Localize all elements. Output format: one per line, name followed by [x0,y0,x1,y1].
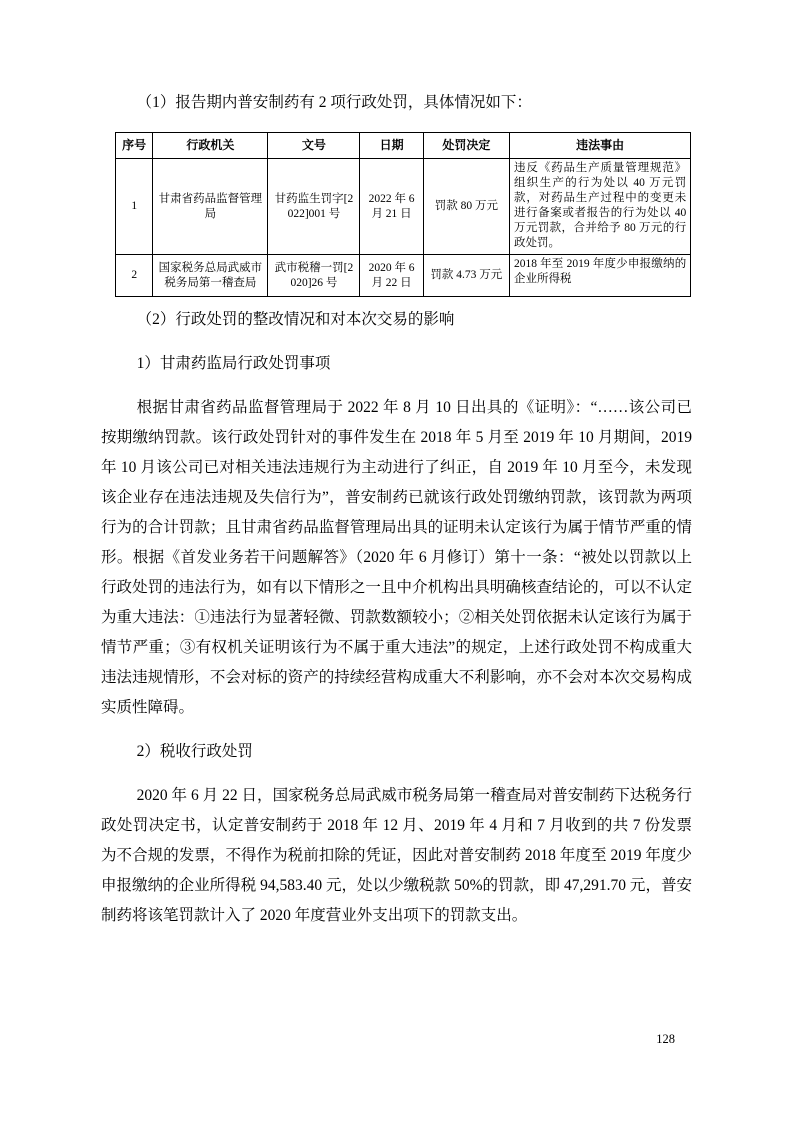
cell-reason: 违反《药品生产质量管理规范》组织生产的行为处以 40 万元罚款，对药品生产过程中的变更未进行备案或者报告的行为处以 40 万元罚款，合并给予 80 万元的行政处罚。 [509,159,690,255]
table-header-row [116,133,691,159]
cell-doc-no: 武市税稽一罚[2020]26 号 [268,255,360,297]
cell-agency: 甘肃省药品监督管理局 [153,159,268,255]
col-header-agency: 行政机关 [153,133,268,159]
penalty-table [115,132,691,297]
cell-doc-no: 甘药监生罚字[2022]001 号 [268,159,360,255]
col-header-reason: 违法事由 [509,133,690,159]
intro-line: （1）报告期内普安制药有 2 项行政处罚，具体情况如下： [136,94,532,111]
cell-decision: 罚款 80 万元 [423,159,509,255]
col-header-date: 日期 [360,133,423,159]
col-header-decision: 处罚决定 [423,133,509,159]
col-header-doc-no: 文号 [268,133,360,159]
table-row [116,159,691,255]
cell-decision: 罚款 4.73 万元 [423,255,509,297]
cell-seq: 2 [116,255,153,297]
paragraph-gansu-penalty: 根据甘肃省药品监督管理局于 2022 年 8 月 10 日出具的《证明》：“……该公司已按期缴纳罚款。该行政处罚针对的事件发生在 2018 年 5 月至 2019 年 10 月期间，2019 年 10 月该公司已对相关违法违规行为主动进行了纠正，自 2019 年 10 月至今，未发现该企业存在违法违规及失信行为”，普安制药已就该行政处罚缴纳罚款，该罚款为两项行为的合计罚款；且甘肃省药品监督管理局出具的证明未认定该行为属于情节严重的情形。根据《首发业务若干问题解答》（2020 年 6 月修订）第十一条：“被处以罚款以上行政处罚的违法行为，如有以下情形之一且中介机构出具明确核查结论的，可以不认定为重大违法：①违法行为显著轻微、罚款数额较小；②相关处罚依据未认定该行为属于情节严重；③有权机关证明该行为不属于重大违法”的规定，上述行政处罚不构成重大违法违规情形，不会对标的资产的持续经营构成重大不利影响，亦不会对本次交易构成实质性障碍。 [101,399,692,716]
cell-reason: 2018 年至 2019 年度少申报缴纳的企业所得税 [509,255,690,297]
cell-seq: 1 [116,159,153,255]
cell-date: 2020 年 6 月 22 日 [360,255,423,297]
page-number: 128 [656,1032,675,1046]
col-header-seq: 序号 [116,133,153,159]
cell-date: 2022 年 6 月 21 日 [360,159,423,255]
subsection-1-heading: 1）甘肃药监局行政处罚事项 [136,355,331,372]
paragraph-tax-penalty: 2020 年 6 月 22 日，国家税务总局武威市税务局第一稽查局对普安制药下达税务行政处罚决定书，认定普安制药于 2018 年 12 月、2019 年 4 月和 7 月收到的共 7 份发票为不合规的发票，不得作为税前扣除的凭证，因此对普安制药 2018 年度至 2019 年度少申报缴纳的企业所得税 94,583.40 元，处以少缴税款 50%的罚款，即 47,291.70 元，普安制药将该笔罚款计入了 2020 年度营业外支出项下的罚款支出。 [101,787,692,924]
cell-agency: 国家税务总局武威市税务局第一稽查局 [153,255,268,297]
section-2-heading: （2）行政处罚的整改情况和对本次交易的影响 [136,311,455,328]
subsection-2-heading: 2）税收行政处罚 [136,743,253,760]
table-row [116,255,691,297]
